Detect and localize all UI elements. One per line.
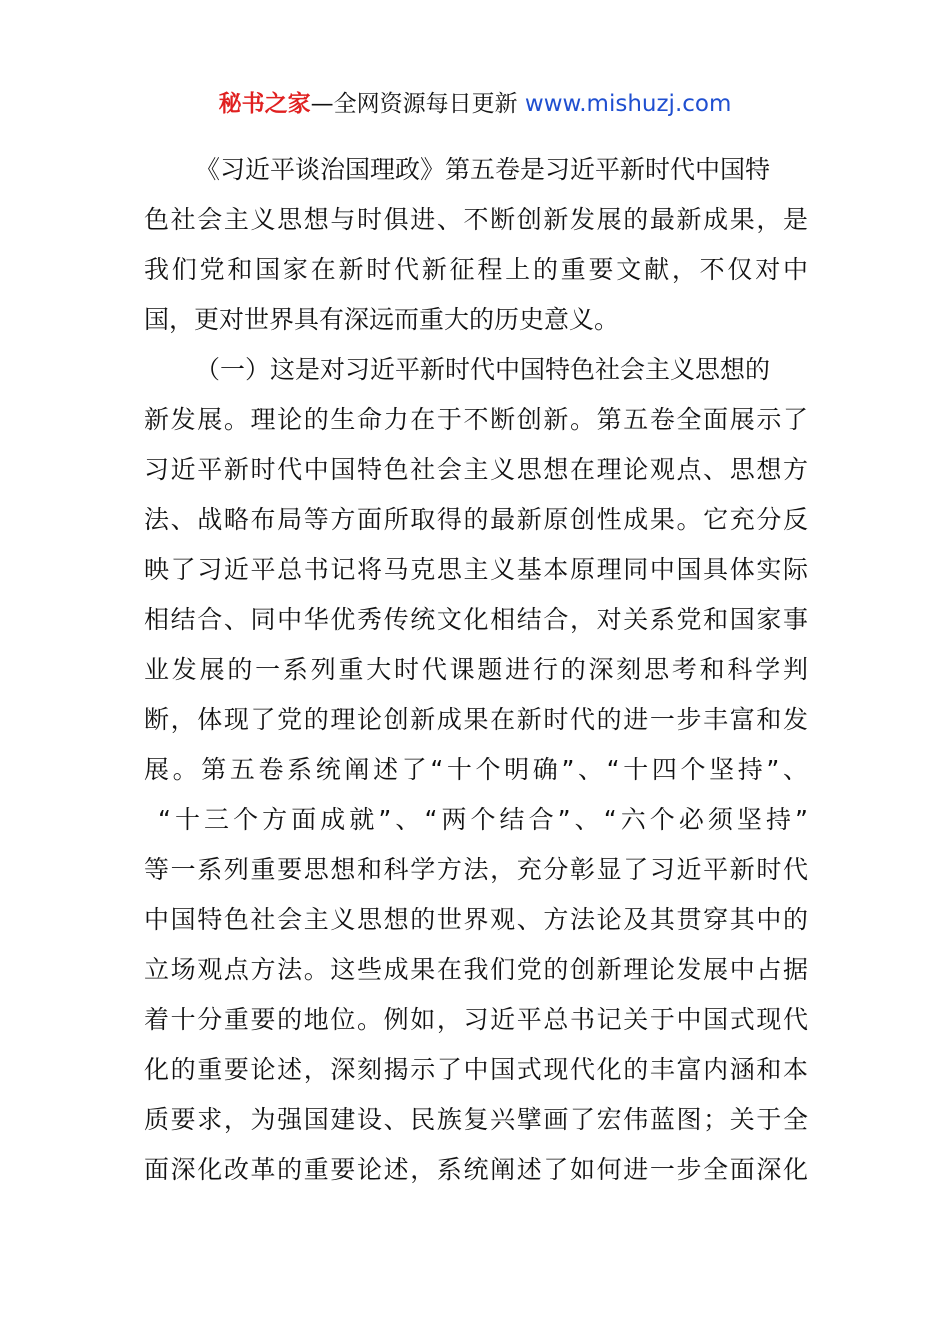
paragraph-line: 着十分重要的地位。例如，习近平总书记关于中国式现代: [144, 1005, 808, 1034]
paragraph-line: 色社会主义思想与时俱进、不断创新发展的最新成果，是: [144, 205, 808, 234]
header-tagline: —全网资源每日更新: [310, 91, 525, 117]
paragraph-line: 化的重要论述，深刻揭示了中国式现代化的丰富内涵和本: [144, 1055, 808, 1084]
paragraph-line: 中国特色社会主义思想的世界观、方法论及其贯穿其中的: [144, 905, 808, 934]
paragraph-line: 业发展的一系列重大时代课题进行的深刻思考和科学判: [144, 655, 808, 684]
paragraph-line: 《习近平谈治国理政》第五卷是习近平新时代中国特: [195, 155, 771, 184]
paragraph-line: 法、战略布局等方面所取得的最新原创性成果。它充分反: [144, 505, 808, 534]
paragraph-line: 等一系列重要思想和科学方法，充分彰显了习近平新时代: [144, 855, 808, 884]
paragraph-line: 断，体现了党的理论创新成果在新时代的进一步丰富和发: [144, 705, 808, 734]
paragraph-line: 映了习近平总书记将马克思主义基本原理同中国具体实际: [144, 555, 808, 584]
document-body: [144, 145, 808, 1195]
header-url-link[interactable]: www.mishuzj.com: [524, 91, 732, 117]
paragraph-line: （一）这是对习近平新时代中国特色社会主义思想的: [195, 355, 771, 384]
paragraph-line: 相结合、同中华优秀传统文化相结合，对关系党和国家事: [144, 605, 808, 634]
paragraph-line: 质要求，为强国建设、民族复兴擘画了宏伟蓝图；关于全: [144, 1105, 808, 1134]
page-header: [0, 86, 950, 122]
paragraph-line: 新发展。理论的生命力在于不断创新。第五卷全面展示了: [144, 405, 808, 434]
paragraph-line: 习近平新时代中国特色社会主义思想在理论观点、思想方: [144, 455, 808, 484]
header-brand: 秘书之家: [218, 91, 311, 117]
paragraph-line: “十三个方面成就”、“两个结合”、“六个必须坚持”: [158, 805, 808, 834]
paragraph-line: 国，更对世界具有深远而重大的历史意义。: [144, 305, 620, 334]
paragraph-line: 立场观点方法。这些成果在我们党的创新理论发展中占据: [144, 955, 808, 984]
paragraph-line: 面深化改革的重要论述，系统阐述了如何进一步全面深化: [144, 1155, 808, 1184]
paragraph-line: 展。第五卷系统阐述了“十个明确”、“十四个坚持”、: [144, 755, 808, 784]
paragraph-line: 我们党和国家在新时代新征程上的重要文献，不仅对中: [144, 255, 808, 284]
